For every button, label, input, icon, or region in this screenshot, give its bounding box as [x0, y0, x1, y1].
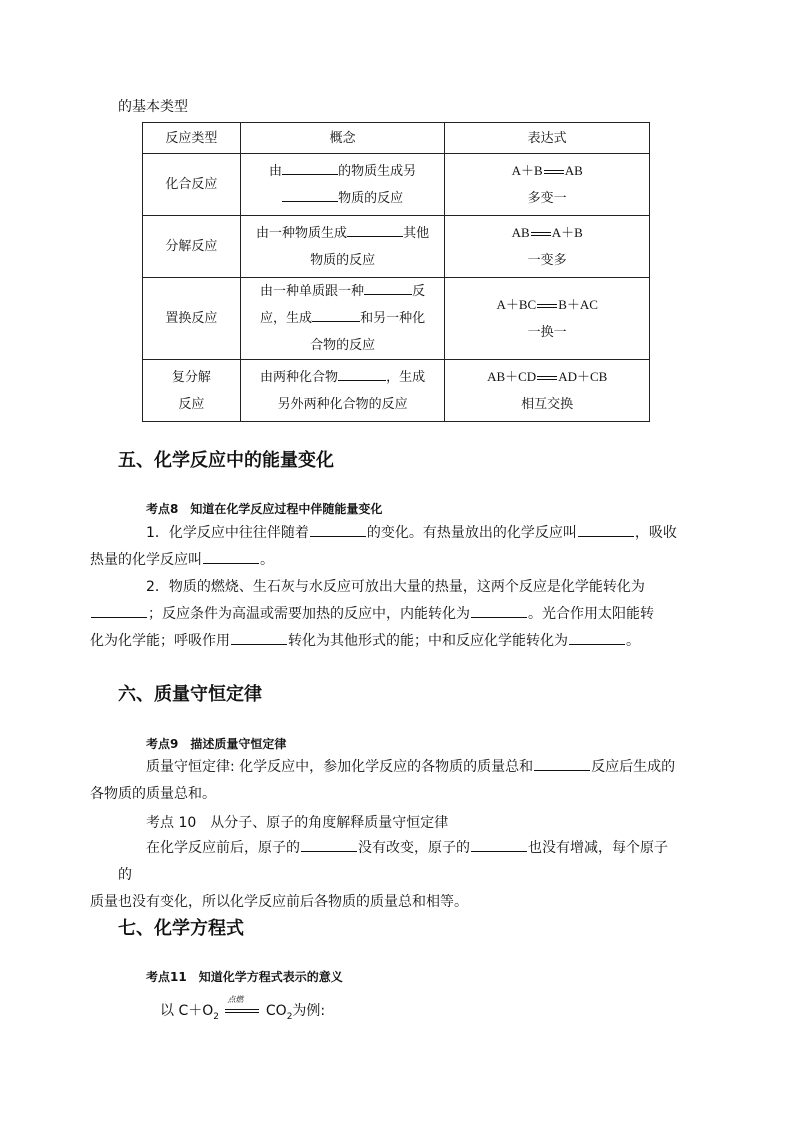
table-row [143, 278, 650, 360]
type-cell: 分解反应 [143, 216, 241, 278]
concept-cell: 由两种化合物 ，生成 另外两种化合物的反应 [240, 360, 445, 422]
blank-line [471, 603, 527, 618]
concept-cell: 由一种物质生成 其他 物质的反应 [240, 216, 445, 278]
key-point-title: 考点11 知道化学方程式表示的意义 [146, 970, 343, 984]
paragraph: 质量守恒定律: 化学反应中，参加化学反应的各物质的质量总和 反应后生成的 各物质的质量总和。 [118, 754, 678, 808]
table-header-row [143, 123, 650, 154]
type-cell: 复分解 反应 [143, 360, 241, 422]
blank-line [578, 522, 634, 537]
intro-text: 的基本类型 [118, 99, 188, 115]
paragraph: 在化学反应前后，原子的 没有改变，原子的 也没有增减，每个原子的 质量也没有变化，所以化学反应前后各物质的质量总和相等。 [118, 835, 678, 916]
chemical-equation: 以 $C+O_2$ 点燃 $CO_2$为例: [160, 995, 326, 1022]
key-point-title: 考点9 描述质量守恒定律 [146, 737, 287, 751]
blank-line [534, 756, 590, 771]
blank-line [364, 281, 412, 295]
type-cell: 置换反应 [143, 278, 241, 360]
blank-line [231, 630, 287, 645]
blank-line [338, 367, 386, 381]
blank-line [203, 549, 259, 564]
section-heading: 七、化学方程式 [118, 918, 244, 939]
paragraph: 1．化学反应中往往伴随着 的变化。有热量放出的化学反应叫 ，吸收 热量的化学反应叫 。 [118, 520, 678, 574]
blank-line [301, 837, 357, 852]
key-point-title: 考点8 知道在化学反应过程中伴随能量变化 [146, 502, 383, 516]
blank-line [91, 603, 147, 618]
header-expression: 表达式 [445, 123, 650, 154]
concept-cell: 由 的物质生成另 物质的反应 [240, 154, 445, 216]
blank-line [471, 837, 527, 852]
reaction-types-table [142, 122, 650, 422]
expression-cell: AB＋CD AD＋CB 相互交换 [445, 360, 650, 422]
table-row [143, 154, 650, 216]
expression-cell: AB A＋B 一变多 [445, 216, 650, 278]
section-heading: 五、化学反应中的能量变化 [118, 450, 334, 471]
expression-cell: A＋BC B＋AC 一换一 [445, 278, 650, 360]
expression-cell: A＋B AB 多变一 [445, 154, 650, 216]
blank-line [310, 522, 366, 537]
concept-cell: 由一种单质跟一种 反 应，生成 和另一种化 合物的反应 [240, 278, 445, 360]
key-point-title: 考点 10 从分子、原子的角度解释质量守恒定律 [146, 815, 449, 831]
blank-line [569, 630, 625, 645]
blank-line [282, 188, 338, 202]
blank-line [347, 223, 403, 237]
section-heading: 六、质量守恒定律 [118, 684, 262, 705]
type-cell: 化合反应 [143, 154, 241, 216]
header-concept: 概念 [240, 123, 445, 154]
table-row [143, 360, 650, 422]
reaction-arrow-icon: 点燃 [225, 1006, 259, 1016]
paragraph: 2．物质的燃烧、生石灰与水反应可放出大量的热量，这两个反应是化学能转化为 ；反应条件为高温或需要加热的反应中，内能转化为 。光合作用太阳能转 化为化学能；呼吸作用 转化为其他形式的能；中和反应化学能转化为 。 [90, 579, 654, 649]
table-row [143, 216, 650, 278]
blank-line [282, 161, 338, 175]
blank-line [312, 308, 360, 322]
header-type: 反应类型 [143, 123, 241, 154]
